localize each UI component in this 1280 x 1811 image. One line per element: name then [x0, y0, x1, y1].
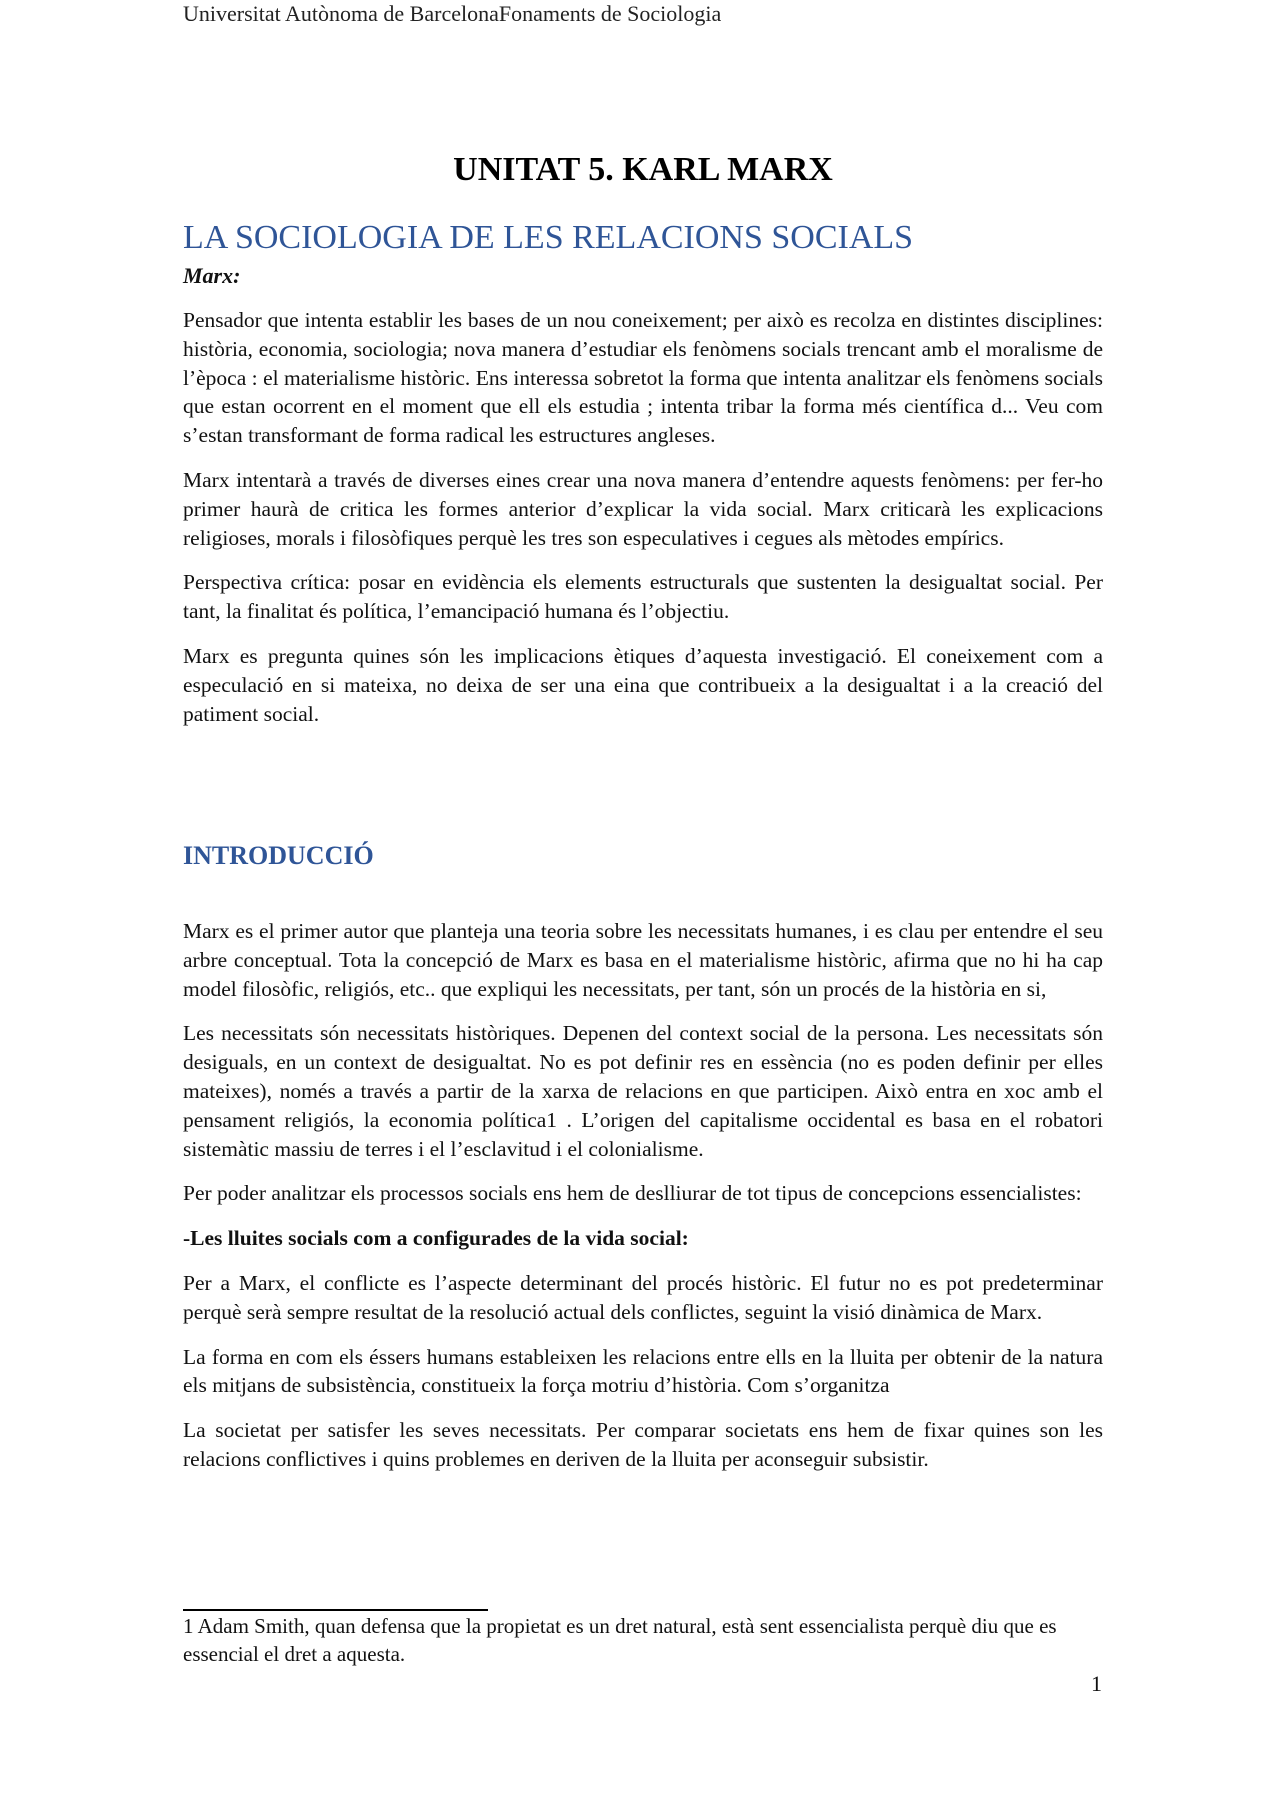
footnote-separator: [183, 1609, 488, 1611]
paragraph: La societat per satisfer les seves necessitats. Per comparar societats ens hem de fixar quines son les relacions conflictives i quins problemes en deriven de la lluita per aconseguir subsistir.: [183, 1418, 1103, 1471]
section1-body: [183, 306, 1103, 744]
footnote: 1 Adam Smith, quan defensa que la propietat es un dret natural, està sent essencialista perquè diu que es essencial el dret a aquesta.: [183, 1614, 1057, 1666]
paragraph: Marx intentarà a través de diverses eines crear una nova manera d’entendre aquests fenòmens: per fer-ho primer haurà de critica les formes anterior d’explicar la vida social. Marx criticarà les explicacions religioses, morals i filosòfiques perquè les tres son especulatives i cegues als mètodes empírics.: [183, 467, 1103, 550]
page-title: UNITAT 5. KARL MARX: [453, 151, 833, 188]
bold-subheading: -Les lluites socials com a configurades de la vida social:: [183, 1226, 689, 1251]
paragraph: La forma en com els éssers humans estableixen les relacions entre ells en la lluita per obtenir de la natura els mitjans de subsistència, constitueix la força motriu d’història. Com s’organitza: [183, 1344, 1103, 1398]
intro-heading: INTRODUCCIÓ: [183, 841, 374, 870]
paragraph: Marx es pregunta quines són les implicacions ètiques d’aquesta investigació. El coneixement com a especulació en si mateixa, no deixa de ser una eina que contribueix a la desigualtat i a la creació del patiment social.: [183, 643, 1103, 726]
running-header: [183, 0, 721, 28]
paragraph: Pensador que intenta establir les bases de un nou coneixement; per això es recolza en distintes disciplines: història, economia, sociologia; nova manera d’estudiar els fenòmens socials trencant amb el moralisme de l’època : el materialisme històric. Ens interessa sobretot la forma que intenta analitzar els fenòmens socials que estan ocorrent en el moment que ell els estudia ; intenta tribar la forma més científica d... Veu com s’estan transformant de forma radical les estructures angleses.: [183, 308, 1103, 448]
paragraph: Marx es el primer autor que planteja una teoria sobre les necessitats humanes, i es clau per entendre el seu arbre conceptual. Tota la concepció de Marx es basa en el materialisme històric, afirma que no hi ha cap model filosòfic, religiós, etc.. que expliqui les necessitats, per tant, són un procés de la història en si,: [183, 919, 1103, 1001]
paragraph: Per a Marx, el conflicte es l’aspecte determinant del procés històric. El futur no es pot predeterminar perquè serà sempre resultat de la resolució actual dels conflictes, seguint la visió dinàmica de Marx.: [183, 1270, 1103, 1324]
intro-body: [183, 917, 1103, 1490]
subheading-marx: Marx:: [183, 263, 241, 288]
header-institution: Universitat Autònoma de Barcelona: [183, 1, 499, 26]
paragraph: Perspectiva crítica: posar en evidència els elements estructurals que sustenten la desigualtat social. Per tant, la finalitat és política, l’emancipació humana és l’objectiu.: [183, 570, 1103, 624]
paragraph: Per poder analitzar els processos socials ens hem de deslliurar de tot tipus de concepcions essencialistes:: [183, 1181, 1082, 1206]
page-number: 1: [1091, 1671, 1102, 1696]
header-course: Fonaments de Sociologia: [498, 1, 722, 26]
section-heading: LA SOCIOLOGIA DE LES RELACIONS SOCIALS: [183, 219, 914, 256]
paragraph: Les necessitats són necessitats històriques. Depenen del context social de la persona. Les necessitats són desiguals, en un context de desigualtat. No es pot definir res en essència (no es poden definir per elles mateixes), només a través a partir de la xarxa de relacions en que participen. Això entra en xoc amb el pensament religiós, la economia política1 . L’origen del capitalisme occidental es basa en el robatori sistemàtic massiu de terres i el l’esclavitud i el colonialisme.: [183, 1021, 1103, 1161]
